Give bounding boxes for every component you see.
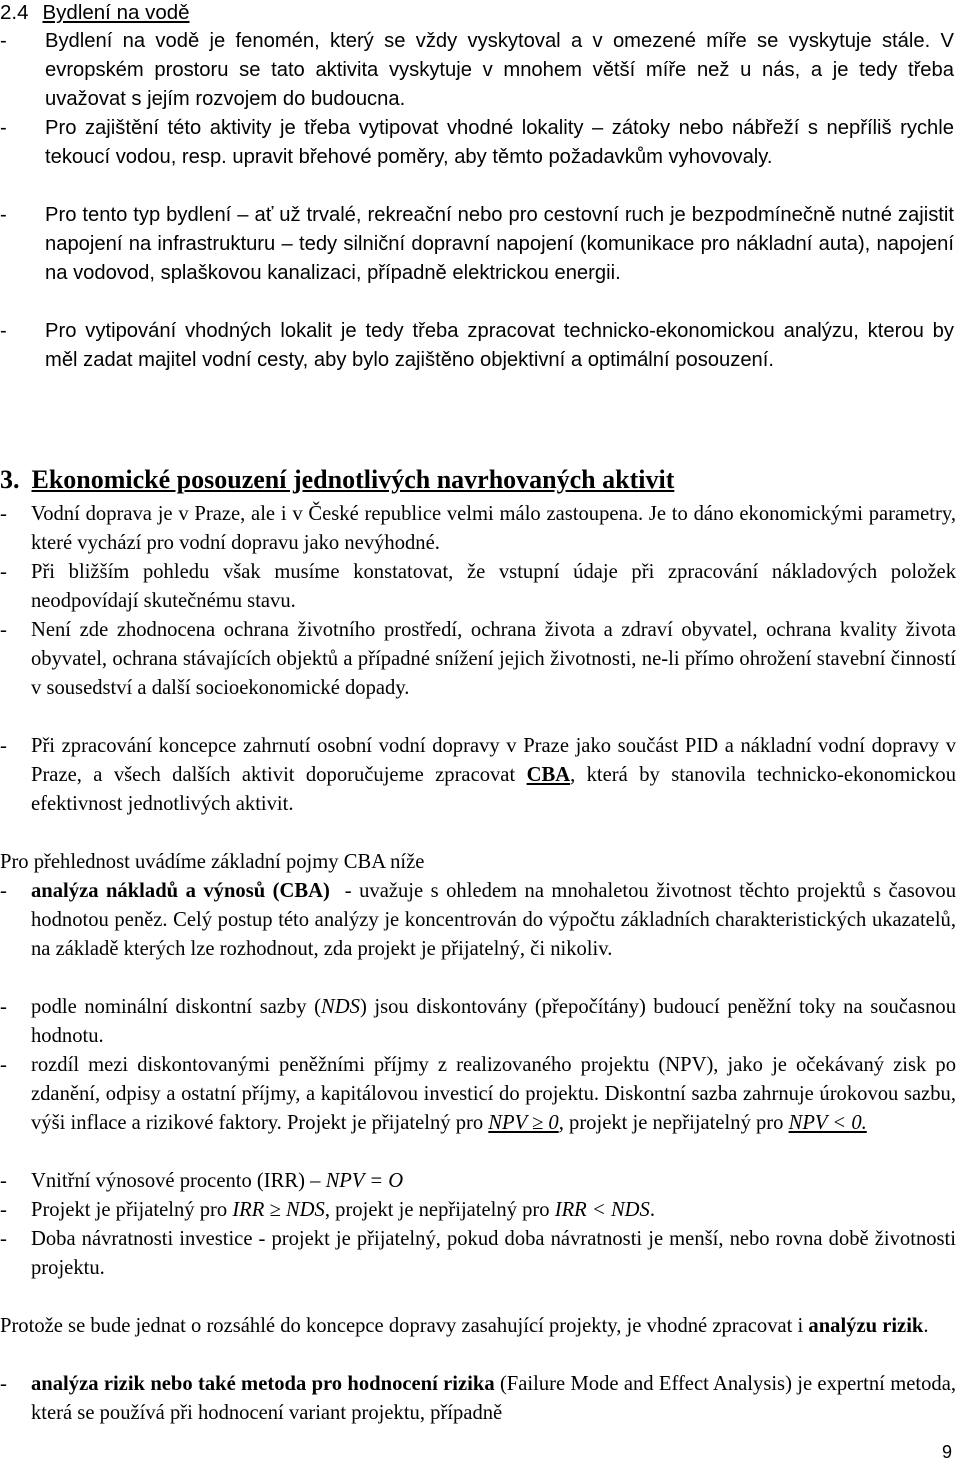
item-text: Projekt je přijatelný pro [31,1199,233,1221]
item-text: Bydlení na vodě je fenomén, který se vždy vyskytoval a v omezené míře se vyskytuje stále. V evropském prostoru se tato aktivita vyskytuje v mnohem větší míře než u nás, a je tedy třeba uvažovat s jejím rozvojem do budoucna. [45,30,954,110]
dash-bullet: - [0,320,7,342]
formula: NPV < 0. [788,1112,867,1134]
paragraph-text: Protože se bude jednat o rozsáhlé do koncepce dopravy zasahující projekty, je vhodné zpracovat i [0,1315,809,1337]
dash-bullet: - [0,619,7,641]
term-bold: analýza nákladů a výnosů (CBA) [31,880,330,902]
dash-bullet: - [0,1373,7,1395]
list-item [0,27,954,114]
formula: NPV ≥ 0 [488,1112,559,1134]
dash-bullet: - [0,503,7,525]
list-item [0,732,956,819]
dash-bullet: - [0,117,7,139]
item-text: Při zpracování koncepce zahrnutí osobní vodní dopravy v Praze jako součást PID a nákladní vodní dopravy v Praze, a všech dalších aktivit doporučujeme zpracovat [31,735,956,786]
page-number: 9 [941,1442,952,1462]
section-heading-3 [0,463,674,497]
list-item [0,616,956,703]
item-text: Doba návratnosti investice - projekt je přijatelný, pokud doba návratnosti je menší, nebo rovna době životnosti projektu. [31,1228,956,1279]
section-title: Ekonomické posouzení jednotlivých navrhovaných aktivit [31,465,675,494]
paragraph-text: . [923,1315,929,1337]
section-title: Bydlení na vodě [42,1,190,24]
cba-intro: Pro přehlednost uvádíme základní pojmy CBA níže [0,851,425,873]
dash-bullet: - [0,561,7,583]
list-item [0,993,956,1051]
list-item [0,1196,956,1225]
term-bold: analýzu rizik [808,1315,924,1337]
item-text: Pro tento typ bydlení – ať už trvalé, rekreační nebo pro cestovní ruch je bezpodmínečně nutné zajistit napojení na infrastrukturu – tedy silniční dopravní napojení (komunikace pro nákladní auta), napojení na vodovod, splaškovou kanalizaci, případně elektrickou energii. [45,204,954,284]
dash-bullet: - [0,880,7,902]
dash-bullet: - [0,735,7,757]
item-text: , projekt je nepřijatelný pro [558,1112,789,1134]
dash-bullet: - [0,30,7,52]
item-text: Při bližším pohledu však musíme konstatovat, že vstupní údaje při zpracování nákladových položek neodpovídají skutečnému stavu. [31,561,956,612]
term-bold: analýza rizik nebo také metoda pro hodnocení rizika [31,1373,495,1395]
section-number: 2.4 [0,1,29,24]
item-text: Vnitřní výnosové procento (IRR) – [31,1170,326,1192]
item-text: , projekt je nepřijatelný pro [324,1199,555,1221]
item-text: podle nominální diskontní sazby ( [31,996,322,1018]
risk-paragraph [0,1312,956,1341]
item-text: rozdíl mezi diskontovanými peněžními příjmy z realizovaného projektu (NPV), jako je očekávaný zisk po zdanění, odpisy a ostatní příjmy, a kapitálovou investicí do projektu. Diskontní sazba zahrnuje úrokovou sazbu, výši inflace a rizikové faktory. Projekt je přijatelný pro [31,1054,956,1134]
item-text: - uvažuje s ohledem na mnohaletou životnost těchto projektů s časovou hodnotou peněz. Celý postup této analýzy je koncentrován do výpočtu základních charakteristických ukazatelů, na základě kterých lze rozhodnout, zda projekt je přijatelný, či nikoliv. [31,880,956,960]
item-text: Není zde zhodnocena ochrana životního prostředí, ochrana života a zdraví obyvatel, ochrana kvality života obyvatel, ochrana stávajících objektů a případné snížení jejich životnosti, ne-li přímo ohrožení stavební činností v sousedství a další socioekonomické dopady. [31,619,956,699]
dash-bullet: - [0,996,7,1018]
item-text: Pro vytipování vhodných lokalit je tedy třeba zpracovat technicko-ekonomickou analýzu, kterou by měl zadat majitel vodní cesty, aby bylo zajištěno objektivní a optimální posouzení. [45,320,954,371]
nds-term: NDS [321,996,360,1018]
dash-bullet: - [0,1054,7,1076]
list-item [0,114,954,172]
dash-bullet: - [0,1199,7,1221]
list-item [0,201,954,288]
dash-bullet: - [0,1228,7,1250]
list-item [0,1225,956,1283]
list-item [0,1370,956,1428]
list-item [0,1051,956,1138]
list-item [0,500,956,558]
item-text: Pro zajištění této aktivity je třeba vytipovat vhodné lokality – zátoky nebo nábřeží s nepříliš rychle tekoucí vodou, resp. upravit břehové poměry, aby těmto požadavkům vyhovovaly. [45,117,954,168]
list-item [0,317,954,375]
item-text: . [649,1199,656,1221]
item-text: , která by stanovila technicko-ekonomickou efektivnost jednotlivých aktivit. [31,764,956,815]
formula: IRR ≥ NDS [232,1199,325,1221]
formula: IRR < NDS [554,1199,650,1221]
item-text: Vodní doprava je v Praze, ale i v České republice velmi málo zastoupena. Je to dáno ekonomickými parametry, které vychází pro vodní dopravu jako nevýhodné. [31,503,956,554]
item-text: ) jsou diskontovány (přepočítány) budoucí peněžní toky na současnou hodnotu. [31,996,956,1047]
list-item [0,1167,956,1196]
item-text: (Failure Mode and Effect Analysis) je expertní metoda, která se používá při hodnocení variant projektu, případně [31,1373,956,1424]
list-item [0,558,956,616]
dash-bullet: - [0,1170,7,1192]
formula: NPV = O [325,1170,404,1192]
section-number: 3. [0,465,20,494]
list-item [0,877,956,964]
section-heading-2-4 [0,0,190,26]
cba-emphasis: CBA [526,764,571,786]
dash-bullet: - [0,204,7,226]
